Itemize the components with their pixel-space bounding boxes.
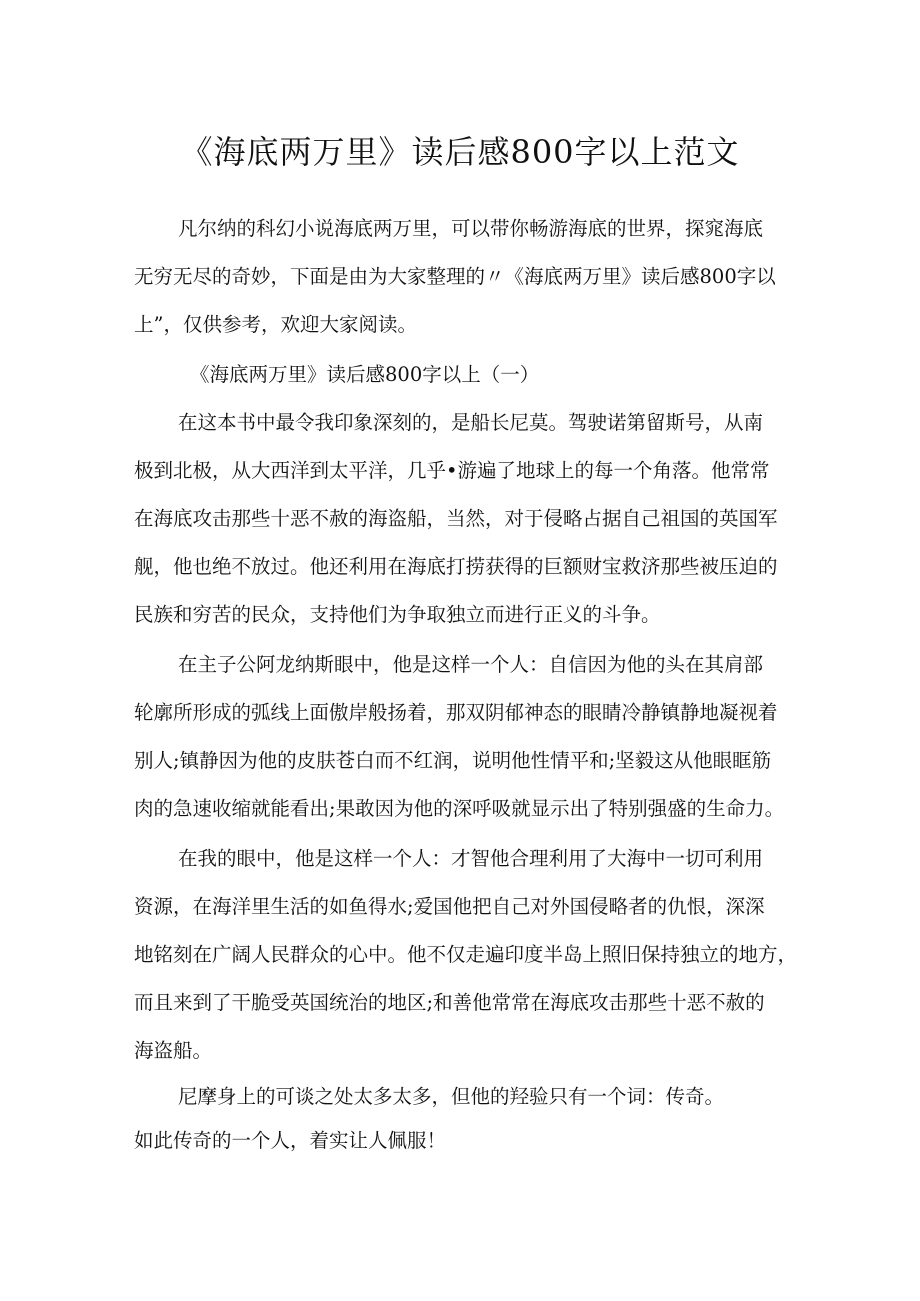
text-line: 极到北极，从大西洋到太平洋，几乎•游遍了地球上的每一个角落。他常常	[134, 459, 770, 482]
text-line: 无穷无尽的奇妙，下面是由为大家整理的〃《海底两万里》读后感800字以	[134, 265, 776, 288]
text-line: 在我的眼中，他是这样一个人：才智他合理利用了大海中一切可利用	[178, 847, 764, 870]
text-line: 在这本书中最令我印象深刻的，是船长尼莫。驾驶诺第留斯号，从南	[178, 411, 764, 434]
text-line: 在海底攻击那些十恶不赦的海盗船，当然，对于侵略占据自己祖国的英国军	[134, 507, 778, 530]
text-line: 凡尔纳的科幻小说海底两万里，可以带你畅游海底的世界，探窕海底	[178, 217, 764, 240]
text-line: 在主子公阿龙纳斯眼中，他是这样一个人：自信因为他的头在其肩部	[178, 653, 764, 676]
section-heading: 《海底两万里》读后感800字以上（一）	[190, 363, 540, 386]
text-line: 地铭刻在广阔人民群众的心中。他不仅走遍印度半岛上照旧保持独立的地方，	[134, 943, 798, 966]
text-line: 如此传奇的一个人，着实让人佩服！	[134, 1129, 447, 1152]
text-line: 尼摩身上的可谈之处太多太多，但他的羟验只有一个词：传奇。	[178, 1085, 725, 1108]
text-line: 资源，在海洋里生活的如鱼得水;爱国他把自己对外国侵略者的仇恨，深深	[134, 895, 765, 918]
text-line: 轮廓所形成的弧线上面傲岸般扬着，那双阴郁神态的眼睛冷静镇静地凝视着	[134, 701, 778, 724]
document-title: 《海底两万里》读后感800字以上范文	[180, 133, 740, 171]
text-line: 肉的急速收缩就能看出;果敢因为他的深呼吸就显示出了特别强盛的生命力。	[134, 797, 785, 820]
text-line: 舰，他也绝不放过。他还利用在海底打捞获得的巨额财宝救济那些被压迫的	[134, 555, 778, 578]
text-line: 民族和穷苦的民众，支持他们为争取独立而进行正义的斗争。	[134, 603, 661, 626]
text-line: 海盗船。	[134, 1039, 213, 1062]
text-line: 别人;镇静因为他的皮肤苍白而不红润，说明他性情平和;坚毅这从他眼眶筋	[134, 749, 772, 772]
text-line: 而且来到了干脆受英国统治的地区;和善他常常在海底攻击那些十恶不赦的	[134, 991, 765, 1014]
text-line: 上”，仅供参考，欢迎大家阅读。	[134, 313, 417, 336]
